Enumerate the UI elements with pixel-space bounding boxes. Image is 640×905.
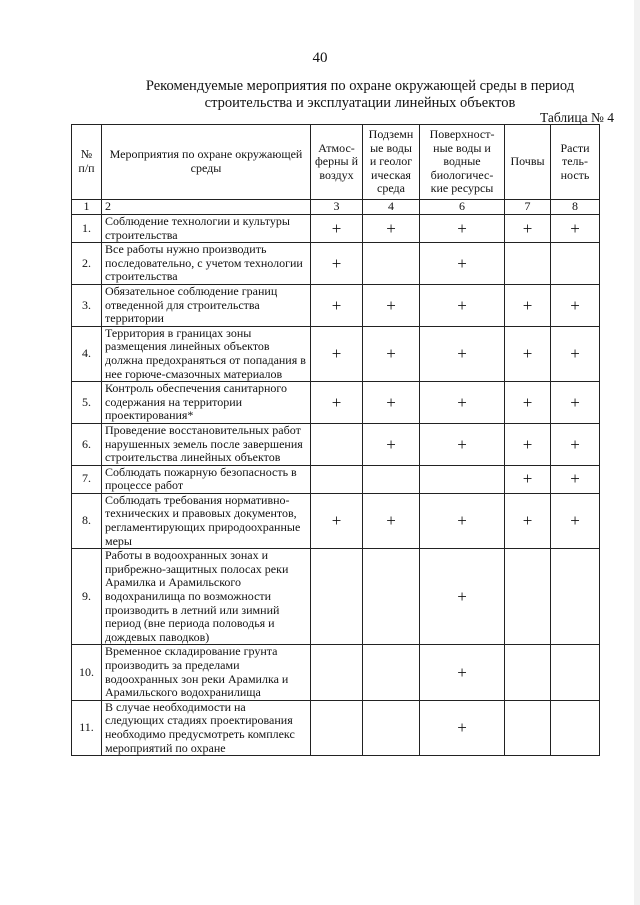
- mark-surface: +: [420, 493, 505, 548]
- row-number: 11.: [72, 700, 102, 755]
- mark-underground: +: [363, 215, 420, 243]
- mark-veg: [551, 700, 600, 755]
- mark-air: +: [311, 215, 363, 243]
- mark-surface: +: [420, 382, 505, 424]
- mark-air: [311, 423, 363, 465]
- header-row: [72, 125, 600, 200]
- header-measures: Мероприятия по охране окружающей среды: [102, 125, 311, 200]
- table-row: [72, 645, 600, 700]
- mark-underground: +: [363, 423, 420, 465]
- table-row: [72, 465, 600, 493]
- measure-text: Территория в границах зоны размещения линейных объектов должна предохраняться от попадания в нее горюче-смазочных материалов: [102, 326, 311, 381]
- mark-soil: +: [505, 215, 551, 243]
- column-number: 1: [72, 200, 102, 215]
- mark-surface: [420, 465, 505, 493]
- measure-text: В случае необходимости на следующих стадиях проектирования необходимо предусмотреть комплекс мероприятий по охране: [102, 700, 311, 755]
- mark-surface: +: [420, 243, 505, 285]
- mark-underground: +: [363, 284, 420, 326]
- mark-air: +: [311, 243, 363, 285]
- document-title: Рекомендуемые мероприятия по охране окружающей среды в период строительства и эксплуатации линейных объектов: [145, 78, 575, 111]
- mark-veg: [551, 549, 600, 645]
- table-label: Таблица № 4: [540, 110, 614, 125]
- mark-air: +: [311, 493, 363, 548]
- mark-air: [311, 700, 363, 755]
- header-soil: Почвы: [505, 125, 551, 200]
- column-number: 4: [363, 200, 420, 215]
- column-number: 8: [551, 200, 600, 215]
- mark-soil: +: [505, 423, 551, 465]
- header-num: № п/п: [72, 125, 102, 200]
- mark-underground: [363, 243, 420, 285]
- mark-air: +: [311, 382, 363, 424]
- mark-surface: +: [420, 215, 505, 243]
- measure-text: Все работы нужно производить последовательно, с учетом технологии строительства: [102, 243, 311, 285]
- mark-veg: +: [551, 493, 600, 548]
- mark-surface: +: [420, 284, 505, 326]
- mark-surface: +: [420, 700, 505, 755]
- mark-air: [311, 465, 363, 493]
- column-number: 3: [311, 200, 363, 215]
- row-number: 10.: [72, 645, 102, 700]
- mark-soil: +: [505, 382, 551, 424]
- row-number: 2.: [72, 243, 102, 285]
- table-row: [72, 284, 600, 326]
- column-number: 6: [420, 200, 505, 215]
- mark-surface: +: [420, 423, 505, 465]
- table-row: [72, 243, 600, 285]
- measure-text: Проведение восстановительных работ нарушенных земель после завершения строительства линейных объектов: [102, 423, 311, 465]
- column-number: 7: [505, 200, 551, 215]
- mark-underground: [363, 549, 420, 645]
- mark-soil: +: [505, 493, 551, 548]
- measure-text: Соблюдение технологии и культуры строительства: [102, 215, 311, 243]
- mark-soil: [505, 700, 551, 755]
- mark-soil: [505, 549, 551, 645]
- mark-veg: +: [551, 284, 600, 326]
- page-number: 40: [312, 50, 328, 66]
- mark-air: +: [311, 326, 363, 381]
- table-row: [72, 493, 600, 548]
- mark-veg: +: [551, 382, 600, 424]
- header-underground: Подземн ые воды и геолог ическая среда: [363, 125, 420, 200]
- row-number: 5.: [72, 382, 102, 424]
- mark-soil: [505, 243, 551, 285]
- table-row: [72, 326, 600, 381]
- measure-text: Соблюдать требования нормативно-технических и правовых документов, регламентирующих природоохранные меры: [102, 493, 311, 548]
- mark-soil: [505, 645, 551, 700]
- mark-underground: +: [363, 326, 420, 381]
- column-number-row: [72, 200, 600, 215]
- row-number: 7.: [72, 465, 102, 493]
- row-number: 4.: [72, 326, 102, 381]
- row-number: 6.: [72, 423, 102, 465]
- mark-underground: +: [363, 382, 420, 424]
- measure-text: Контроль обеспечения санитарного содержания на территории проектирования*: [102, 382, 311, 424]
- mark-air: [311, 549, 363, 645]
- header-surface: Поверхност-ные воды и водные биологичес-кие ресурсы: [420, 125, 505, 200]
- mark-soil: +: [505, 326, 551, 381]
- mark-veg: +: [551, 423, 600, 465]
- measure-text: Обязательное соблюдение границ отведенной для строительства территории: [102, 284, 311, 326]
- mark-surface: +: [420, 549, 505, 645]
- mark-veg: +: [551, 465, 600, 493]
- mark-soil: +: [505, 465, 551, 493]
- measures-table: [71, 124, 600, 756]
- mark-surface: +: [420, 645, 505, 700]
- mark-air: [311, 645, 363, 700]
- mark-underground: [363, 645, 420, 700]
- mark-veg: [551, 243, 600, 285]
- table-row: [72, 382, 600, 424]
- table-row: [72, 423, 600, 465]
- header-air: Атмос-ферны й воздух: [311, 125, 363, 200]
- mark-air: +: [311, 284, 363, 326]
- table-row: [72, 549, 600, 645]
- mark-soil: +: [505, 284, 551, 326]
- mark-underground: [363, 465, 420, 493]
- mark-underground: +: [363, 493, 420, 548]
- mark-veg: +: [551, 326, 600, 381]
- measure-text: Соблюдать пожарную безопасность в процессе работ: [102, 465, 311, 493]
- row-number: 8.: [72, 493, 102, 548]
- scan-edge: [634, 0, 640, 905]
- row-number: 1.: [72, 215, 102, 243]
- measure-text: Временное складирование грунта производить за пределами водоохранных зон реки Арамилка и Арамильского водохранилища: [102, 645, 311, 700]
- header-vegetation: Расти тель-ность: [551, 125, 600, 200]
- table-row: [72, 700, 600, 755]
- row-number: 9.: [72, 549, 102, 645]
- measure-text: Работы в водоохранных зонах и прибрежно-защитных полосах реки Арамилка и Арамильского водохранилища по возможности производить в летний или зимний период (вне периода половодья и дождевых паводков): [102, 549, 311, 645]
- column-number: 2: [102, 200, 311, 215]
- mark-underground: [363, 700, 420, 755]
- table-row: [72, 215, 600, 243]
- mark-veg: +: [551, 215, 600, 243]
- mark-veg: [551, 645, 600, 700]
- mark-surface: +: [420, 326, 505, 381]
- row-number: 3.: [72, 284, 102, 326]
